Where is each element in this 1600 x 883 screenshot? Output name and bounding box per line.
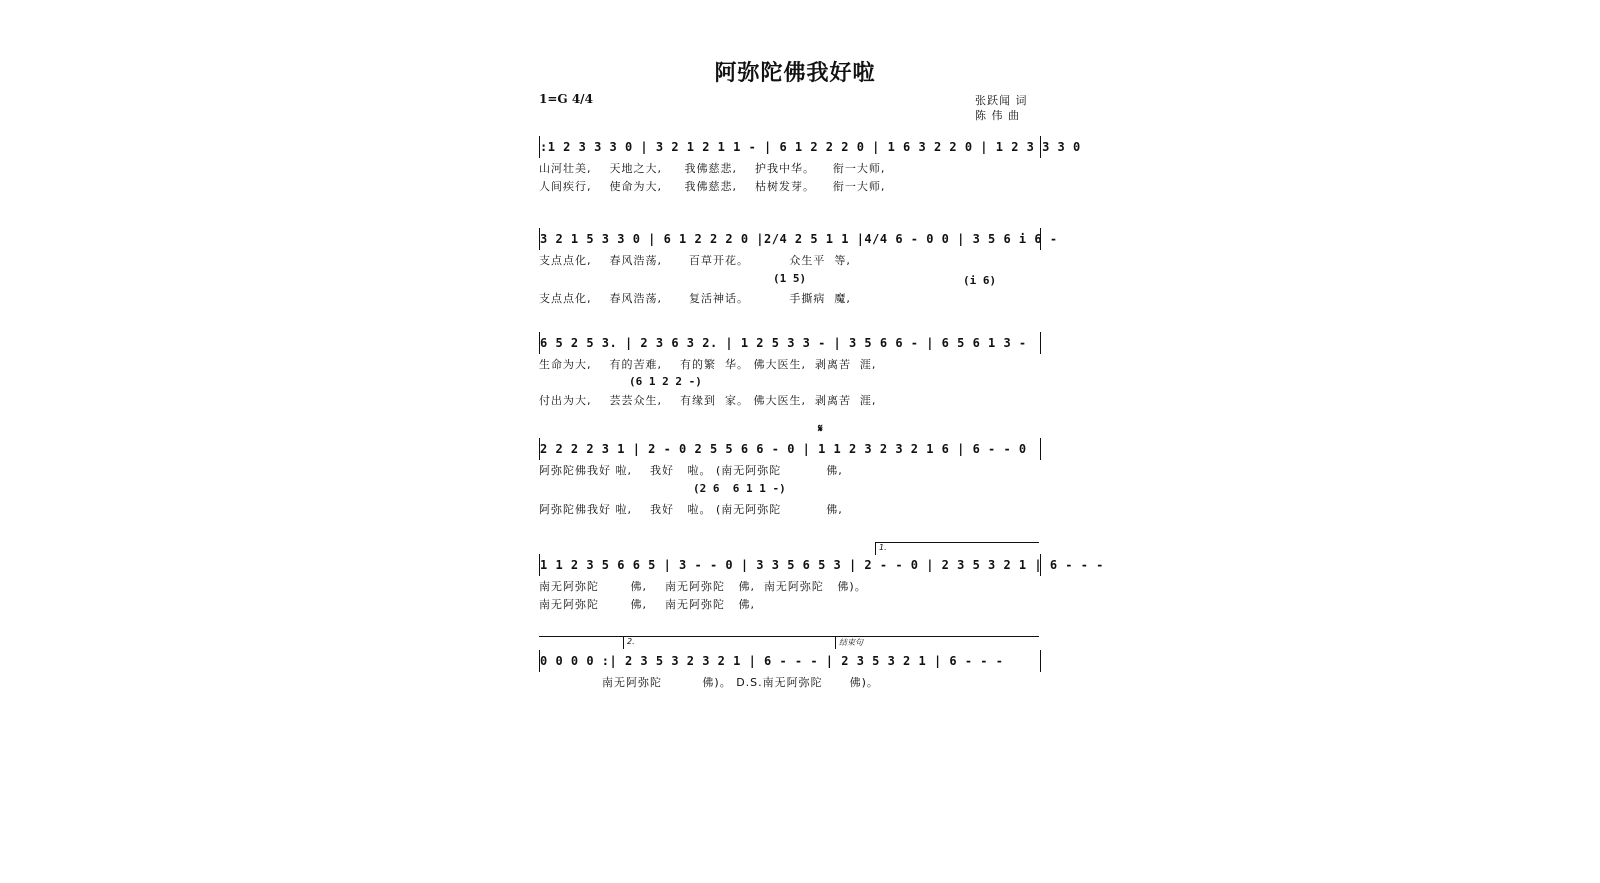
score-page bbox=[539, 50, 1104, 710]
segno-sign: 𝄋 bbox=[818, 422, 823, 435]
notes-line: 2 2 2 2 3 1 | 2 - 0 2 5 5 6 6 - 0 | 1 1 2 3 2 3 2 1 6 | 6 - - 0 bbox=[539, 438, 1041, 460]
notes-line: 3 2 1 5 3 3 0 | 6 1 2 2 2 0 |2/4 2 5 1 1 |4/4 6 - 0 0 | 3 5 6 i 6 - bbox=[539, 228, 1041, 250]
song-title: 阿弥陀佛我好啦 bbox=[714, 60, 876, 86]
lyric-line: 山河壮美, 天地之大, 我佛慈悲, 护我中华。 衔一大师, bbox=[539, 162, 886, 175]
lyricist-credit: 张跃闻 词 bbox=[975, 94, 1028, 107]
alternate-notes: (6 1 2 2 -) bbox=[629, 375, 702, 388]
volta-2: 2. bbox=[623, 636, 837, 649]
notes-line: :1 2 3 3 3 0 | 3 2 1 2 1 1 - | 6 1 2 2 2 0 | 1 6 3 2 2 0 | 1 2 3 3 3 0 bbox=[539, 136, 1041, 158]
lyric-line: 付出为大, 芸芸众生, 有缘到 家。 佛大医生, 剥离苦 涯, bbox=[539, 394, 877, 407]
lyric-line: 南无阿弥陀 佛, 南无阿弥陀 佛, 南无阿弥陀 佛)。 bbox=[539, 580, 867, 593]
notes-line: 6 5 2 5 3. | 2 3 6 3 2. | 1 2 5 3 3 - | 3 5 6 6 - | 6 5 6 1 3 - bbox=[539, 332, 1041, 354]
lyric-line: 人间疾行, 使命为大, 我佛慈悲, 枯树发芽。 衔一大师, bbox=[539, 180, 886, 193]
volta-1: 1. bbox=[875, 542, 1039, 555]
lyric-line: 生命为大, 有的苦难, 有的繁 华。 佛大医生, 剥离苦 涯, bbox=[539, 358, 877, 371]
coda-section: 结束句 bbox=[835, 636, 1029, 649]
alternate-notes: (2 6 6 1 1 -) bbox=[693, 482, 786, 495]
lyric-line: 南无阿弥陀 佛, 南无阿弥陀 佛, bbox=[539, 598, 755, 611]
alternate-notes: (1 5) bbox=[773, 272, 807, 285]
key-signature: 1=G 4/4 bbox=[539, 92, 593, 106]
alternate-notes: (i 6) bbox=[963, 274, 997, 287]
notes-line: 1 1 2 3 5 6 6 5 | 3 - - 0 | 3 3 5 6 5 3 | 2 - - 0 | 2 3 5 3 2 1 | 6 - - - bbox=[539, 554, 1041, 576]
notes-line: 0 0 0 0 :| 2 3 5 3 2 3 2 1 | 6 - - - | 2 3 5 3 2 1 | 6 - - - bbox=[539, 650, 1041, 672]
lyric-line: 支点点化, 春风浩荡, 复活神话。 手撕病 魔, bbox=[539, 292, 851, 305]
composer-credit: 陈 伟 曲 bbox=[975, 109, 1020, 122]
lyric-line: 支点点化, 春风浩荡, 百草开花。 众生平 等, bbox=[539, 254, 851, 267]
lyric-line: 南无阿弥陀 佛)。 D.S.南无阿弥陀 佛)。 bbox=[539, 676, 879, 689]
lyric-line: 阿弥陀佛我好 啦, 我好 啦。 (南无阿弥陀 佛, bbox=[539, 464, 843, 477]
lyric-line: 阿弥陀佛我好 啦, 我好 啦。 (南无阿弥陀 佛, bbox=[539, 503, 843, 516]
